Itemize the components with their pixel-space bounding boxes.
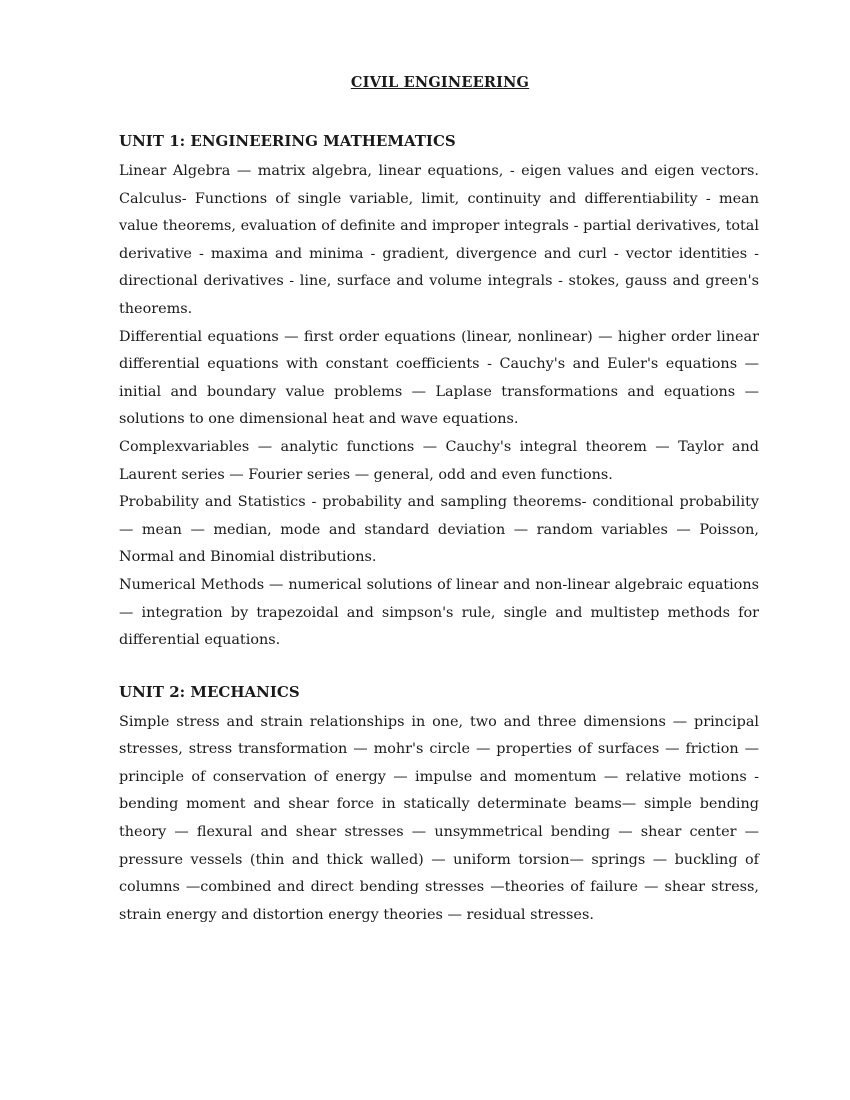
unit-1-heading: UNIT 1: ENGINEERING MATHEMATICS [119,132,456,150]
unit-2-heading: UNIT 2: MECHANICS [119,682,300,701]
unit-1-paragraph-linear-algebra-calculus: Linear Algebra — matrix algebra, linear equations, - eigen values and eigen vectors. Calculus- Functions of single variable, limit, continuity and differentiability - mean value theorems, evaluation of definite and improper integrals - partial derivatives, total derivative - maxima and minima - gradient, divergence and curl - vector identities - directional derivatives - line, surface and volume integrals - stokes, gauss and green's theorems. [119,163,759,317]
unit-1-paragraph-probability-statistics: Probability and Statistics - probability and sampling theorems- conditional probability — mean — median, mode and standard deviation — random variables — Poisson, Normal and Binomial distributions. [119,494,759,566]
unit-1-section [119,131,759,655]
unit-1-paragraph-complex-variables: Complexvariables — analytic functions — Cauchy's integral theorem — Taylor and Laurent series — Fourier series — general, odd and even functions. [119,438,759,483]
unit-1-paragraph-numerical-methods: Numerical Methods — numerical solutions of linear and non-linear algebraic equations — integration by trapezoidal and simpson's rule, single and multistep methods for differential equations. [119,576,759,649]
document-title: CIVIL ENGINEERING [350,74,530,91]
document-page [119,74,759,929]
unit-1-paragraph-differential-equations: Differential equations — first order equations (linear, nonlinear) — higher order linear differential equations with constant coefficients - Cauchy's and Euler's equations — initial and boundary value problems — Laplase transformations and equations — solutions to one dimensional heat and wave equations. [119,328,759,428]
unit-2-paragraph-mechanics: Simple stress and strain relationships in one, two and three dimensions — principal stresses, stress transformation — mohr's circle — properties of surfaces — friction — principle of conservation of energy — impulse and momentum — relative motions - bending moment and shear force in statically determinate beams— simple bending theory — flexural and shear stresses — unsymmetrical bending — shear center — pressure vessels (thin and thick walled) — uniform torsion— springs — buckling of columns —combined and direct bending stresses —theories of failure — shear stress, strain energy and distortion energy theories — residual stresses. [119,713,759,923]
unit-2-section [119,682,759,930]
